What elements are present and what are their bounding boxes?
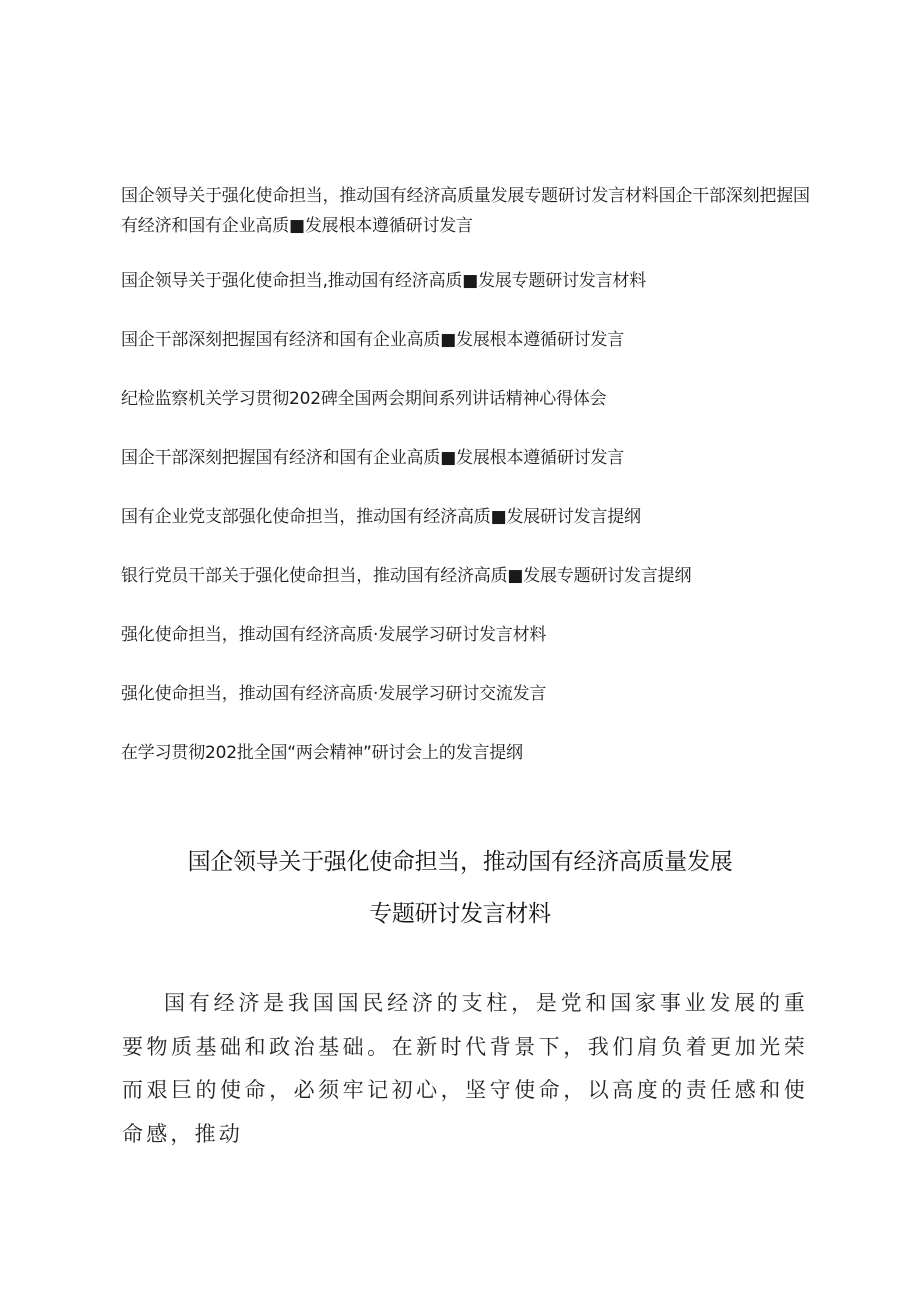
toc-item: 强化使命担当，推动国有经济高质·发展学习研讨发言材料 <box>121 625 547 645</box>
table-of-contents <box>121 181 821 797</box>
toc-item: 国企干部深刻把握国有经济和国有企业高质■发展根本遵循研讨发言 <box>121 330 625 350</box>
toc-item: 强化使命担当，推动国有经济高质·发展学习研讨交流发言 <box>121 684 547 704</box>
toc-item: 国企领导关于强化使命担当，推动国有经济高质量发展专题研讨发言材料国企干部深刻把握国有经济和国有企业高质■发展根本遵循研讨发言 <box>121 186 810 236</box>
toc-item: 国企领导关于强化使命担当,推动国有经济高质■发展专题研讨发言材料 <box>121 271 647 291</box>
toc-item: 银行党员干部关于强化使命担当，推动国有经济高质■发展专题研讨发言提纲 <box>121 566 692 586</box>
toc-item: 国企干部深刻把握国有经济和国有企业高质■发展根本遵循研讨发言 <box>121 448 625 468</box>
toc-item: 纪检监察机关学习贯彻202碑全国两会期间系列讲话精神心得体会 <box>121 389 607 409</box>
body-paragraph: 国有经济是我国国民经济的支柱，是党和国家事业发展的重要物质基础和政治基础。在新时代背景下，我们肩负着更加光荣而艰巨的使命，必须牢记初心，坚守使命，以高度的责任感和使命感，推动 <box>122 991 808 1146</box>
toc-item: 在学习贯彻202批全国“两会精神”研讨会上的发言提纲 <box>121 743 523 763</box>
toc-item: 国有企业党支部强化使命担当，推动国有经济高质■发展研讨发言提纲 <box>121 507 641 527</box>
document-title <box>100 836 820 940</box>
document-title-line-2: 专题研讨发言材料 <box>369 901 551 927</box>
document-title-line-1: 国企领导关于强化使命担当，推动国有经济高质量发展 <box>187 849 733 875</box>
